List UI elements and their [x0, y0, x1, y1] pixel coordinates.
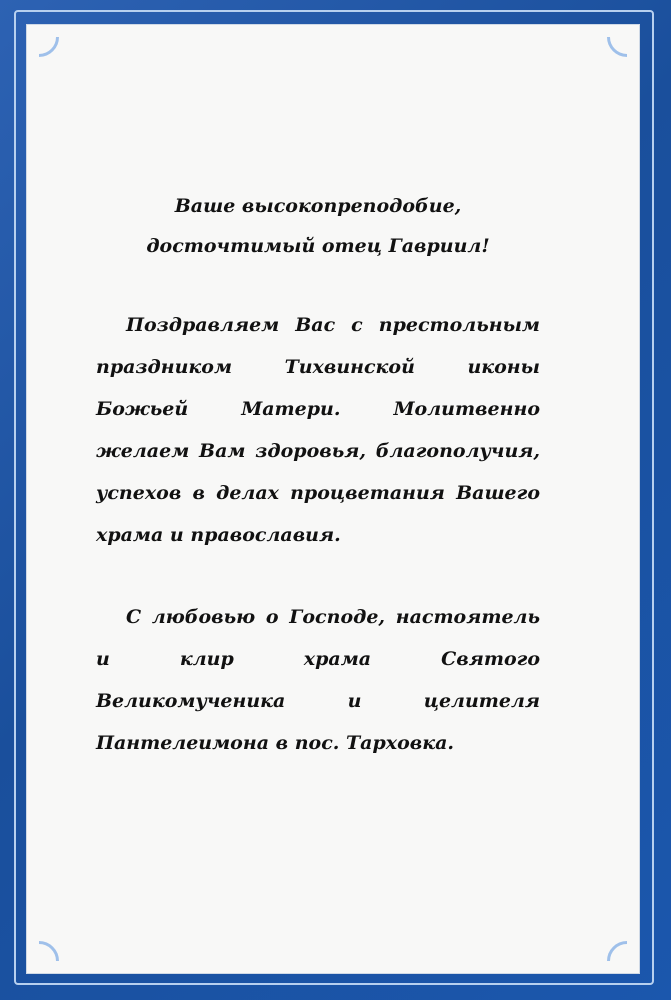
letter-body [96, 186, 540, 764]
salutation [96, 186, 540, 266]
salutation-line-1: Ваше высокопреподобие, [174, 195, 462, 217]
congratulation-paragraph: Поздравляем Вас с престольным праздником Тихвинской иконы Божьей Матери. Молитвенно желаем Вам здоровья, благополучия, успехов в делах процветания Вашего храма и православия. [96, 314, 540, 546]
signature-paragraph: С любовью о Господе, настоятель и клир храма Святого Великомученика и целителя Пантелеимона в пос. Тарховка. [96, 606, 540, 754]
salutation-line-2: досточтимый отец Гавриил! [146, 235, 490, 257]
